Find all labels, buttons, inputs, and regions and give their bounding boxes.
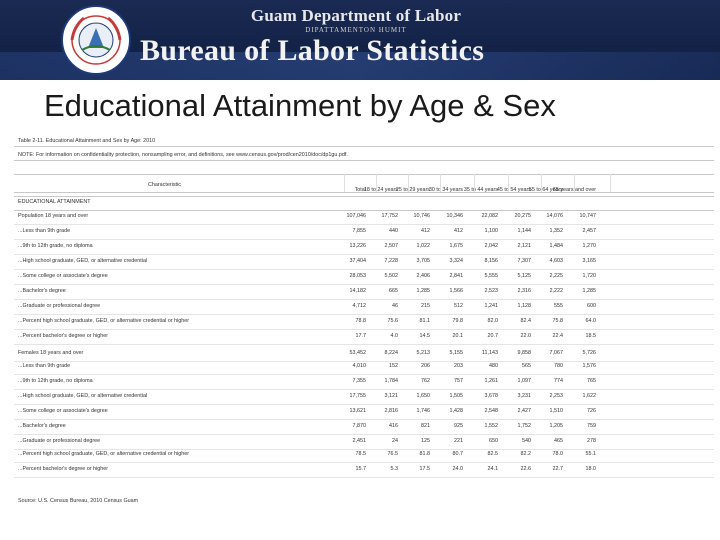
table-cell: 3,231	[517, 393, 531, 399]
table-cell: 20.1	[452, 333, 463, 339]
table-cell: 780	[554, 363, 563, 369]
table-cell: 821	[421, 423, 430, 429]
row-label: ...High school graduate, GED, or alternative credential	[18, 258, 148, 264]
table-cell: 10,747	[579, 213, 596, 219]
table-cell: 8,156	[484, 258, 498, 264]
table-cell: 17,755	[349, 393, 366, 399]
table-cell: 5,726	[582, 350, 596, 356]
table-cell: 1,352	[549, 228, 563, 234]
table-cell: 278	[587, 438, 596, 444]
table-cell: 78.0	[552, 451, 563, 457]
table-cell: 2,507	[384, 243, 398, 249]
table-cell: 3,705	[416, 258, 430, 264]
table-cell: 600	[587, 303, 596, 309]
table-cell: 565	[522, 363, 531, 369]
table-cell: 2,427	[517, 408, 531, 414]
row-divider	[14, 344, 714, 345]
table-cell: 2,316	[517, 288, 531, 294]
table-cell: 125	[421, 438, 430, 444]
row-label: ...Less than 9th grade	[18, 228, 71, 234]
table-cell: 2,451	[352, 438, 366, 444]
table-cell: 4,603	[549, 258, 563, 264]
row-divider	[14, 374, 714, 375]
table-cell: 13,226	[349, 243, 366, 249]
table-cell: 14.5	[419, 333, 430, 339]
table-cell: 53,452	[349, 350, 366, 356]
table-cell: 4,010	[352, 363, 366, 369]
table-cell: 22.6	[520, 466, 531, 472]
table-cell: 10,746	[413, 213, 430, 219]
table-cell: 79.8	[452, 318, 463, 324]
grid-column-line	[440, 174, 441, 192]
grid-line	[14, 196, 714, 197]
row-label: ...9th to 12th grade, no diploma	[18, 243, 93, 249]
table-cell: 1,675	[449, 243, 463, 249]
table-cell: 2,225	[549, 273, 563, 279]
table-cell: 765	[587, 378, 596, 384]
grid-column-line	[541, 174, 542, 192]
row-divider	[14, 284, 714, 285]
table-cell: 1,720	[582, 273, 596, 279]
table-cell: 20.7	[487, 333, 498, 339]
row-divider	[14, 361, 714, 362]
table-cell: 1,552	[484, 423, 498, 429]
grid-column-line	[474, 174, 475, 192]
table-cell: 107,046	[346, 213, 366, 219]
grid-column-line	[574, 174, 575, 192]
table-cell: 665	[389, 288, 398, 294]
table-cell: 5.3	[390, 466, 398, 472]
table-cell: 4.0	[390, 333, 398, 339]
table-cell: 2,457	[582, 228, 596, 234]
column-header: 25 to 29 years	[395, 187, 430, 193]
table-cell: 1,261	[484, 378, 498, 384]
table-cell: 2,121	[517, 243, 531, 249]
table-cell: 22,082	[481, 213, 498, 219]
row-label: ...Bachelor's degree	[18, 423, 66, 429]
table-cell: 9,858	[517, 350, 531, 356]
table-cell: 78.8	[355, 318, 366, 324]
table-cell: 7,870	[352, 423, 366, 429]
table-cell: 206	[421, 363, 430, 369]
row-label: ...Percent high school graduate, GED, or alternative credential or higher	[18, 318, 190, 324]
grid-line	[14, 210, 714, 211]
table-cell: 20,275	[514, 213, 531, 219]
table-cell: 5,125	[517, 273, 531, 279]
row-divider	[14, 299, 714, 300]
table-cell: 3,165	[582, 258, 596, 264]
column-header: 65 years and over	[552, 187, 596, 193]
table-cell: 3,678	[484, 393, 498, 399]
table-cell: 440	[389, 228, 398, 234]
row-divider	[14, 254, 714, 255]
table-cell: 24.1	[487, 466, 498, 472]
row-label: ...Percent bachelor's degree or higher	[18, 466, 109, 472]
table-cell: 17,752	[381, 213, 398, 219]
table-cell: 2,841	[449, 273, 463, 279]
grid-column-line	[376, 174, 377, 192]
table-cell: 215	[421, 303, 430, 309]
table-cell: 80.7	[452, 451, 463, 457]
table-cell: 76.5	[387, 451, 398, 457]
table-cell: 82.2	[520, 451, 531, 457]
table-cell: 14,182	[349, 288, 366, 294]
table-cell: 17.5	[419, 466, 430, 472]
table-cell: 152	[389, 363, 398, 369]
table-cell: 24.0	[452, 466, 463, 472]
table-cell: 15.7	[355, 466, 366, 472]
table-cell: 81.8	[419, 451, 430, 457]
row-divider	[14, 224, 714, 225]
table-cell: 2,816	[384, 408, 398, 414]
table-cell: 1,241	[484, 303, 498, 309]
grid-column-line	[610, 174, 611, 192]
table-cell: 1,428	[449, 408, 463, 414]
table-cell: 1,622	[582, 393, 596, 399]
row-label: ...Percent bachelor's degree or higher	[18, 333, 109, 339]
row-label: ...Graduate or professional degree	[18, 438, 101, 444]
table-cell: 416	[389, 423, 398, 429]
grid-line	[14, 174, 714, 175]
table-cell: 82.5	[487, 451, 498, 457]
table-cell: 3,121	[384, 393, 398, 399]
grid-column-line	[408, 174, 409, 192]
grid-line	[14, 146, 714, 147]
table-cell: 28,053	[349, 273, 366, 279]
table-cell: 1,022	[416, 243, 430, 249]
section-label: EDUCATIONAL ATTAINMENT	[18, 199, 91, 205]
table-cell: 1,285	[416, 288, 430, 294]
table-cell: 2,222	[549, 288, 563, 294]
row-divider	[14, 329, 714, 330]
table-cell: 7,067	[549, 350, 563, 356]
table-cell: 1,097	[517, 378, 531, 384]
table-cell: 1,144	[517, 228, 531, 234]
table-cell: 1,100	[484, 228, 498, 234]
table-cell: 1,505	[449, 393, 463, 399]
table-cell: 1,270	[582, 243, 596, 249]
table-cell: 1,752	[517, 423, 531, 429]
department-seal-icon	[60, 4, 132, 76]
table-cell: 1,128	[517, 303, 531, 309]
table-cell: 55.1	[585, 451, 596, 457]
table-note: NOTE: For information on confidentiality protection, nonsampling error, and definitions, see www.census.gov/prod/cen2010/doc/dp1gu.pdf.	[18, 152, 348, 158]
characteristic-header: Characteristic	[148, 182, 181, 188]
grid-column-line	[508, 174, 509, 192]
row-divider	[14, 269, 714, 270]
table-cell: 7,855	[352, 228, 366, 234]
table-cell: 18.5	[585, 333, 596, 339]
row-divider	[14, 449, 714, 450]
row-label: ...9th to 12th grade, no diploma	[18, 378, 93, 384]
table-cell: 75.8	[552, 318, 563, 324]
table-cell: 22.4	[552, 333, 563, 339]
table-cell: 81.1	[419, 318, 430, 324]
table-cell: 465	[554, 438, 563, 444]
table-cell: 1,746	[416, 408, 430, 414]
table-cell: 7,355	[352, 378, 366, 384]
banner-org-name: Guam Department of Labor	[250, 6, 462, 25]
row-label: ...Less than 9th grade	[18, 363, 71, 369]
column-header: 45 to 54 years	[496, 187, 531, 193]
row-divider	[14, 434, 714, 435]
table-cell: 203	[454, 363, 463, 369]
grid-column-line	[344, 174, 345, 192]
table-cell: 2,042	[484, 243, 498, 249]
table-cell: 24	[392, 438, 398, 444]
table-cell: 7,307	[517, 258, 531, 264]
table-cell: 774	[554, 378, 563, 384]
table-cell: 512	[454, 303, 463, 309]
table-cell: 3,324	[449, 258, 463, 264]
table-cell: 17.7	[355, 333, 366, 339]
table-cell: 762	[421, 378, 430, 384]
row-label: ...Graduate or professional degree	[18, 303, 101, 309]
table-cell: 1,510	[549, 408, 563, 414]
table-cell: 22.7	[552, 466, 563, 472]
row-divider	[14, 477, 714, 478]
table-cell: 18.0	[585, 466, 596, 472]
row-divider	[14, 314, 714, 315]
row-divider	[14, 239, 714, 240]
table-caption: Table 2-11. Educational Attainment and Sex by Age: 2010	[18, 138, 156, 144]
table-cell: 7,228	[384, 258, 398, 264]
table-cell: 726	[587, 408, 596, 414]
table-cell: 14,076	[546, 213, 563, 219]
table-cell: 2,406	[416, 273, 430, 279]
column-header: Total	[354, 187, 366, 193]
table-cell: 5,213	[416, 350, 430, 356]
header-banner	[0, 0, 720, 80]
grid-line	[14, 192, 714, 193]
table-cell: 412	[421, 228, 430, 234]
table-cell: 75.6	[387, 318, 398, 324]
table-cell: 37,404	[349, 258, 366, 264]
grid-line	[14, 160, 714, 161]
table-cell: 2,548	[484, 408, 498, 414]
row-label: ...Bachelor's degree	[18, 288, 66, 294]
table-cell: 1,205	[549, 423, 563, 429]
table-cell: 5,155	[449, 350, 463, 356]
page-title: Educational Attainment by Age & Sex	[44, 88, 556, 123]
table-cell: 650	[489, 438, 498, 444]
column-header: 55 to 64 years	[528, 187, 563, 193]
table-cell: 221	[454, 438, 463, 444]
table-cell: 1,566	[449, 288, 463, 294]
data-table	[14, 132, 714, 536]
table-cell: 925	[454, 423, 463, 429]
table-cell: 555	[554, 303, 563, 309]
table-cell: 10,346	[446, 213, 463, 219]
row-label: ...Some college or associate's degree	[18, 408, 108, 414]
table-cell: 2,253	[549, 393, 563, 399]
table-cell: 480	[489, 363, 498, 369]
table-cell: 1,784	[384, 378, 398, 384]
table-cell: 11,143	[481, 350, 498, 356]
row-label: ...High school graduate, GED, or alternative credential	[18, 393, 148, 399]
table-cell: 1,650	[416, 393, 430, 399]
column-header: 35 to 44 years	[463, 187, 498, 193]
table-cell: 4,712	[352, 303, 366, 309]
row-divider	[14, 419, 714, 420]
row-divider	[14, 404, 714, 405]
table-cell: 5,502	[384, 273, 398, 279]
banner-org-local: DIPATTAMENTON HUMIT	[305, 26, 407, 34]
table-cell: 82.0	[487, 318, 498, 324]
table-cell: 5,555	[484, 273, 498, 279]
banner-bureau-title: Bureau of Labor Statistics	[140, 34, 485, 67]
table-cell: 64.0	[585, 318, 596, 324]
table-cell: 540	[522, 438, 531, 444]
table-cell: 78.5	[355, 451, 366, 457]
table-cell: 759	[587, 423, 596, 429]
table-cell: 82.4	[520, 318, 531, 324]
column-header: 30 to 34 years	[428, 187, 463, 193]
table-source: Source: U.S. Census Bureau, 2010 Census Guam	[18, 498, 139, 504]
table-cell: 1,484	[549, 243, 563, 249]
row-label: Population 18 years and over	[18, 213, 89, 219]
row-divider	[14, 462, 714, 463]
table-cell: 412	[454, 228, 463, 234]
row-label: ...Percent high school graduate, GED, or alternative credential or higher	[18, 451, 190, 457]
row-divider	[14, 389, 714, 390]
table-cell: 8,224	[384, 350, 398, 356]
table-cell: 22.0	[520, 333, 531, 339]
table-cell: 1,285	[582, 288, 596, 294]
row-label: Females 18 years and over	[18, 350, 84, 356]
table-cell: 757	[454, 378, 463, 384]
table-cell: 2,523	[484, 288, 498, 294]
table-cell: 13,621	[349, 408, 366, 414]
table-cell: 1,576	[582, 363, 596, 369]
table-cell: 46	[392, 303, 398, 309]
row-label: ...Some college or associate's degree	[18, 273, 108, 279]
column-header: 18 to 24 years	[363, 187, 398, 193]
